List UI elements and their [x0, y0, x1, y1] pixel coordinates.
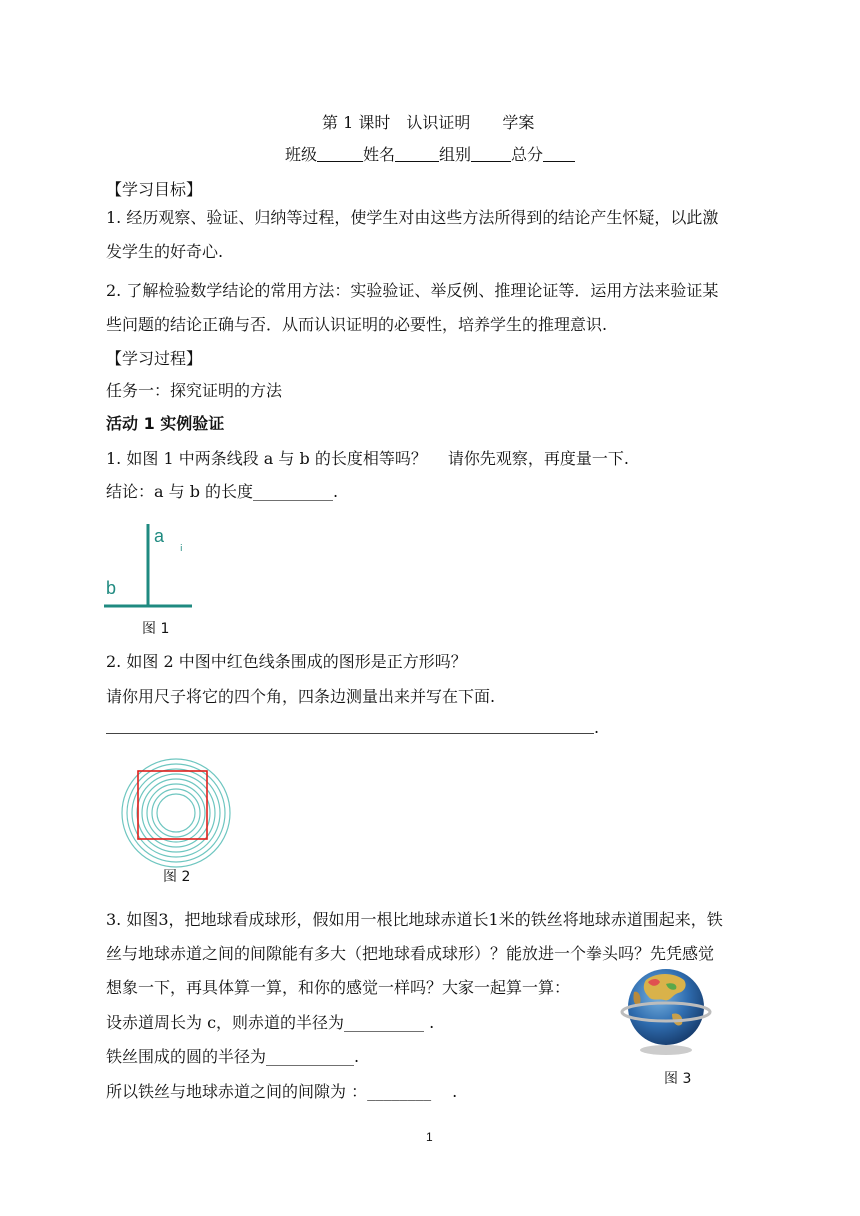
objective-2-line-2: 些问题的结论正确与否．从而认识证明的必要性，培养学生的推理意识.: [106, 315, 608, 334]
q2-answer-line[interactable]: [106, 718, 599, 738]
q3-line-3: 想象一下，再具体算一算，和你的感觉一样吗？大家一起算一算：: [106, 978, 571, 997]
stray-mark: ⅰ: [180, 543, 183, 553]
q2-answer-blank[interactable]: [106, 719, 594, 734]
figure-1: [100, 520, 200, 612]
objectives-heading: 【学习目标】: [106, 180, 203, 199]
q3-line-6: 所以铁丝与地球赤道之间的间隙为 ：________ .: [106, 1082, 458, 1101]
group-blank[interactable]: [471, 145, 511, 162]
objective-1-line-1: 1. 经历观察、验证、归纳等过程，使学生对由这些方法所得到的结论产生怀疑，以此激: [106, 208, 719, 227]
page-number: 1: [426, 1130, 433, 1144]
globe-stand: [640, 1045, 692, 1055]
q2-period: .: [594, 718, 600, 737]
q3-line-1: 3. 如图3，把地球看成球形，假如用一根比地球赤道长1米的铁丝将地球赤道围起来，铁: [106, 910, 723, 929]
figure-1-caption: 图 1: [142, 621, 170, 637]
name-label: 姓名: [363, 145, 396, 164]
score-blank[interactable]: [543, 145, 575, 162]
class-blank[interactable]: [317, 145, 363, 162]
figure-3-caption: 图 3: [664, 1071, 692, 1087]
info-row: [285, 145, 575, 165]
figure-2-caption: 图 2: [163, 869, 191, 885]
class-label: 班级: [285, 145, 318, 164]
q3-line-5: 铁丝围成的圆的半径为___________.: [106, 1047, 360, 1066]
q2-text: 2. 如图 2 中图中红色线条围成的图形是正方形吗？: [106, 652, 467, 671]
page-title: 第 1 课时 认识证明 学案: [322, 113, 535, 132]
activity-1: 活动 1 实例验证: [106, 414, 225, 433]
objective-1-line-2: 发学生的好奇心.: [106, 242, 224, 261]
group-label: 组别: [439, 145, 472, 164]
q1-conclusion: 结论：a 与 b 的长度__________.: [106, 482, 339, 501]
figure-3: [618, 962, 714, 1058]
name-blank[interactable]: [395, 145, 439, 162]
figure-2: [120, 757, 232, 869]
q3-line-2: 丝与地球赤道之间的间隙能有多大（把地球看成球形）？能放进一个拳头吗？先凭感觉: [106, 944, 715, 963]
q3-line-4: 设赤道周长为 c，则赤道的半径为__________ .: [106, 1013, 435, 1032]
label-a: a: [154, 526, 165, 546]
q2-instruction: 请你用尺子将它的四个角，四条边测量出来并写在下面.: [106, 687, 496, 706]
q1-text: 1. 如图 1 中两条线段 a 与 b 的长度相等吗？ 请你先观察，再度量一下.: [106, 449, 630, 468]
label-b: b: [106, 578, 117, 598]
task-1: 任务一：探究证明的方法: [106, 381, 283, 400]
score-label: 总分: [511, 145, 544, 164]
process-heading: 【学习过程】: [106, 349, 203, 368]
objective-2-line-1: 2. 了解检验数学结论的常用方法：实验验证、举反例、推理论证等．运用方法来验证某: [106, 281, 719, 300]
